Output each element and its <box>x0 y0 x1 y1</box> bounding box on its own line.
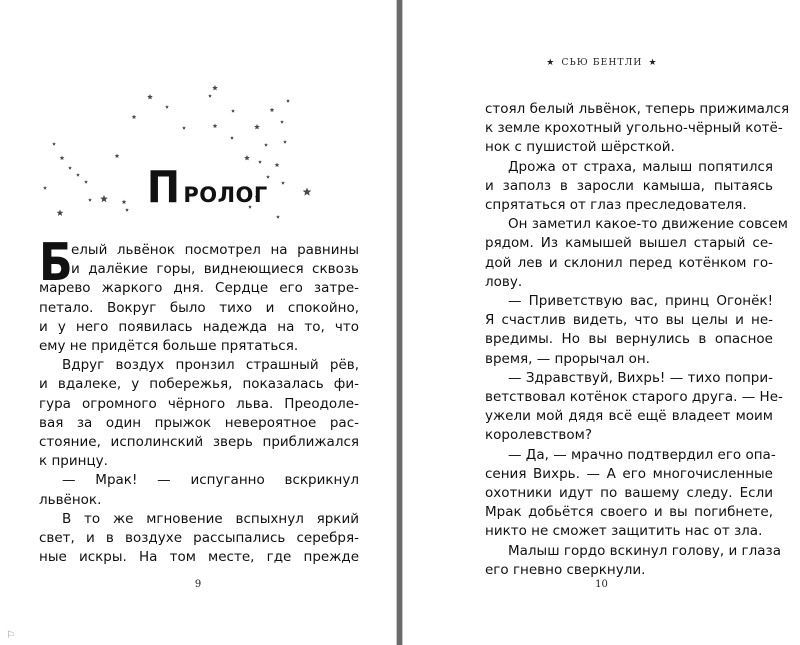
star-icon <box>52 142 56 146</box>
star-icon <box>88 198 92 202</box>
text-line: Мрак добьётся своего и вы погибнете, <box>485 504 773 521</box>
text-line: Он заметил какое-то движение совсем <box>508 216 788 233</box>
star-icon <box>303 188 312 196</box>
star-icon <box>286 99 290 103</box>
right-page-body-text <box>485 100 790 580</box>
text-line: его гневно сверкнули. <box>485 561 646 578</box>
text-line: — Мрак! — испуганно вскрикнул <box>62 472 359 489</box>
text-line: — Приветствую вас, принц Огонёк! <box>508 293 773 310</box>
text-line: Вдруг воздух пронзил страшный рёв, <box>62 357 359 374</box>
star-icon <box>264 143 268 147</box>
text-line: и далёкие горы, виднеющиеся сквозь <box>71 261 359 278</box>
text-line: Я счастлив видеть, что вы целы и не- <box>485 312 773 329</box>
text-line: спрятаться от глаз преследователя. <box>485 197 747 214</box>
text-line: время, — прорычал он. <box>485 350 650 367</box>
star-icon <box>231 109 235 113</box>
right-page-number: 10 <box>595 579 608 590</box>
text-line: стоял белый львёнок, теперь прижимался <box>485 101 790 117</box>
left-page-number: 9 <box>194 579 202 590</box>
text-line: дой лев и склонил перед котёнком го- <box>485 254 773 271</box>
text-line: В то же мгновение вспыхнул яркий <box>62 510 359 527</box>
text-line: Дрожа от страха, малыш попятился <box>508 158 773 175</box>
star-icon <box>281 181 285 185</box>
text-line: марево жаркого дня. Сердце его затре- <box>39 280 359 297</box>
star-icon <box>68 166 72 170</box>
running-head-author: СЬЮ БЕНТЛИ <box>561 58 643 68</box>
star-icon <box>115 154 120 159</box>
text-line: свет, и в воздухе рассыпались серебря- <box>39 530 359 547</box>
star-icon <box>208 94 212 98</box>
running-head <box>403 58 800 68</box>
star-icon <box>132 115 137 120</box>
text-line: ему не придётся больше прятаться. <box>39 338 299 355</box>
text-line: ветствовал котёнок старого друга. — Не- <box>485 389 783 406</box>
text-line: ужели мой дядя всё ещё владеет моим <box>485 408 773 425</box>
star-icon <box>122 200 127 205</box>
text-line: и заполз в заросли камыша, пытаясь <box>485 177 773 194</box>
star-icon <box>125 208 129 212</box>
text-line: вредимы. Но вы вернулись в опасное <box>485 331 773 348</box>
star-icon <box>147 94 153 99</box>
star-icon <box>244 155 250 160</box>
text-line: нок с пушистой шёрсткой. <box>485 139 675 156</box>
text-line: к земле крохотный угольно-чёрный котё- <box>485 120 783 137</box>
star-icon <box>258 160 262 164</box>
text-line: и у него появилась надежда на то, что <box>39 318 359 335</box>
text-line: к принцу. <box>39 453 108 470</box>
text-line: охотники идут по вашему следу. Если <box>485 485 773 502</box>
text-line: и вдалеке, у побережья, показалась фи- <box>39 376 359 393</box>
star-icon <box>276 215 280 219</box>
star-icon <box>60 156 65 161</box>
star-icon <box>283 140 287 144</box>
text-line: Малыш гордо вскинул голову, и глаза <box>508 542 781 559</box>
text-line: гура огромного чёрного льва. Преодоле- <box>39 395 359 412</box>
star-icon <box>76 173 80 177</box>
star-icon: ★ <box>648 58 658 68</box>
left-page <box>0 0 397 645</box>
text-line: ные искры. На том месте, где прежде <box>39 549 359 566</box>
star-icon <box>280 120 284 124</box>
text-line: — Здравствуй, Вихрь! — тихо попри- <box>508 369 773 386</box>
star-icon <box>165 105 169 109</box>
star-icon <box>182 126 186 130</box>
star-icon <box>254 124 260 129</box>
star-icon <box>100 195 108 202</box>
page-corner-icon: ⚐ <box>6 630 15 641</box>
star-icon <box>230 136 234 140</box>
text-line: лову. <box>485 273 523 290</box>
star-icon <box>275 163 280 168</box>
text-line: елый львёнок посмотрел на равнины <box>71 242 359 258</box>
chapter-title <box>145 162 268 213</box>
star-icon <box>84 180 88 184</box>
left-page-body-text <box>39 233 359 567</box>
star-icon <box>270 108 275 113</box>
star-icon <box>212 85 218 90</box>
star-icon <box>43 186 47 190</box>
text-line: львёнок. <box>39 491 102 508</box>
star-icon <box>213 124 218 129</box>
text-line: королевством? <box>485 427 592 444</box>
text-line: — Да, — мрачно подтвердил его опа- <box>508 446 776 463</box>
drop-cap: Б <box>39 233 73 293</box>
text-line: сения Вихрь. — А его многочисленные <box>485 465 773 482</box>
star-icon <box>57 210 64 216</box>
text-line: вая за один прыжок невероятное рас- <box>39 414 359 431</box>
right-page <box>402 0 800 645</box>
star-icon: ★ <box>546 58 556 68</box>
chapter-title-text: РОЛОГ <box>183 183 268 207</box>
text-line: петало. Вокруг было тихо и спокойно, <box>39 299 359 316</box>
text-line: рядом. Из камышей вышел старый се- <box>485 235 773 252</box>
chapter-title-initial: П <box>146 162 181 213</box>
text-line: никто не сможет защитить нас от зла. <box>485 523 763 540</box>
text-line: стояние, исполинский зверь приближался <box>39 434 359 451</box>
